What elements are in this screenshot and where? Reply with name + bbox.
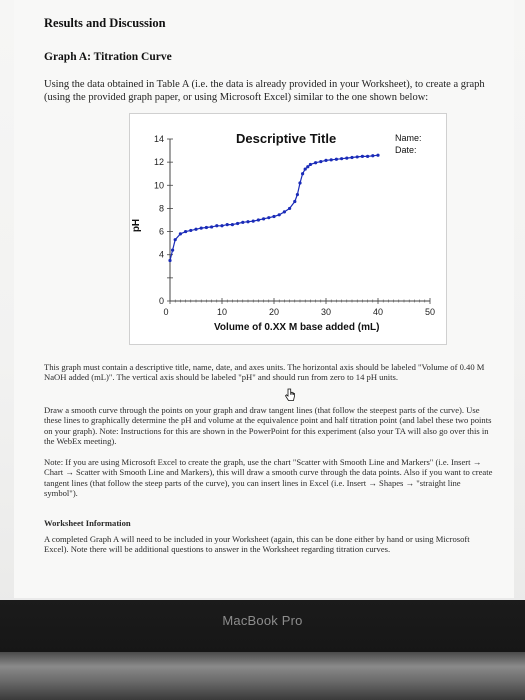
data-point	[189, 229, 192, 232]
data-point	[200, 227, 203, 230]
data-point	[366, 155, 369, 158]
data-point	[293, 200, 296, 203]
y-tick-label: 10	[153, 180, 164, 191]
series-curve	[170, 155, 378, 260]
excel-note-paragraph: Note: If you are using Microsoft Excel to create the graph, use the chart "Scatter with Smooth Line and Markers" (i.e. Insert → Chart → Scatter with Smooth Line and Markers), this will draw a smooth curve through the data points. Also if you want to create tangent lines (that follow the steep parts of the curve), you can insert lines in Excel (i.e. Insert → Shapes → "straight line symbol").	[44, 457, 493, 499]
chart-y-axis-label: pH	[131, 218, 143, 233]
data-point	[241, 221, 244, 224]
x-tick-label: 10	[216, 307, 228, 317]
data-point	[267, 216, 270, 219]
data-point	[356, 155, 359, 158]
y-tick-label: 8	[158, 203, 164, 214]
data-point	[335, 158, 338, 161]
data-point	[350, 156, 353, 159]
data-point	[262, 217, 265, 220]
x-tick-label: 30	[320, 307, 332, 317]
data-point	[283, 210, 286, 213]
data-point	[376, 154, 379, 157]
data-point	[215, 224, 218, 227]
y-tick-label: 0	[158, 296, 164, 306]
data-point	[226, 223, 229, 226]
data-point	[301, 172, 304, 175]
data-point	[288, 207, 291, 210]
graph-heading: Graph A: Titration Curve	[44, 51, 172, 63]
document-page	[14, 0, 514, 598]
data-point	[171, 248, 174, 251]
data-point	[340, 157, 343, 160]
data-point	[278, 213, 281, 216]
data-point	[314, 161, 317, 164]
draw-curve-paragraph: Draw a smooth curve through the points on your graph and draw tangent lines (that follow the steepest parts of the curve). Use these lines to graphically determine the pH and volume at the equivalence point and half titration point (and label these two points on your graph). Note: Instructions for this are shown in the PowerPoint for this experiment (also your TA will also go over this in the WebEx meeting).	[44, 405, 492, 447]
chart-x-axis-label: Volume of 0.XX M base added (mL)	[214, 322, 380, 333]
x-tick-label: 20	[268, 307, 280, 317]
axis-instructions-paragraph: This graph must contain a descriptive title, name, date, and axes units. The horizontal axis should be labeled "Volume of 0.40 M NaOH added (mL)". The vertical axis should be labeled "pH" and should run from zero to 14 pH units.	[44, 362, 485, 383]
y-tick-label: 14	[153, 134, 164, 144]
worksheet-heading: Worksheet Information	[44, 518, 131, 528]
x-tick-label: 40	[372, 307, 384, 317]
data-point	[304, 167, 307, 170]
chart-date-label: Date:	[395, 145, 417, 155]
data-point	[252, 220, 255, 223]
data-point	[236, 222, 239, 225]
data-point	[324, 159, 327, 162]
data-point	[345, 156, 348, 159]
data-point	[184, 230, 187, 233]
laptop-hinge	[0, 652, 525, 700]
chart-name-label: Name:	[395, 133, 422, 143]
data-point	[309, 163, 312, 166]
data-point	[210, 225, 213, 228]
y-tick-label: 6	[158, 226, 164, 237]
data-point	[298, 181, 301, 184]
data-point	[174, 238, 177, 241]
data-point	[205, 226, 208, 229]
intro-paragraph: Using the data obtained in Table A (i.e. the data is already provided in your Worksheet), to create a graph (using the provided graph paper, or using Microsoft Excel) similar to the one shown below:	[44, 79, 485, 103]
section-title: Results and Discussion	[44, 16, 166, 30]
laptop-brand-label: MacBook Pro	[222, 613, 303, 628]
x-tick-label: 50	[424, 307, 436, 317]
data-point	[246, 220, 249, 223]
data-point	[272, 215, 275, 218]
data-point	[194, 228, 197, 231]
titration-chart	[129, 113, 447, 345]
y-tick-label: 4	[158, 249, 164, 260]
y-tick-label: 12	[153, 157, 164, 168]
hand-cursor-icon	[284, 388, 296, 402]
data-point	[319, 160, 322, 163]
data-point	[371, 154, 374, 157]
x-tick-label: 0	[163, 307, 169, 317]
data-point	[168, 259, 171, 262]
data-point	[306, 165, 309, 168]
data-point	[231, 223, 234, 226]
data-point	[296, 193, 299, 196]
data-point	[330, 158, 333, 161]
chart-title: Descriptive Title	[236, 131, 337, 146]
worksheet-paragraph: A completed Graph A will need to be included in your Worksheet (again, this can be done either by hand or using Microsoft Excel). Note there will be additional questions to answer in the Worksheet regarding titration curves.	[44, 534, 470, 555]
data-point	[361, 155, 364, 158]
data-point	[257, 218, 260, 221]
data-point	[220, 224, 223, 227]
data-point	[179, 232, 182, 235]
